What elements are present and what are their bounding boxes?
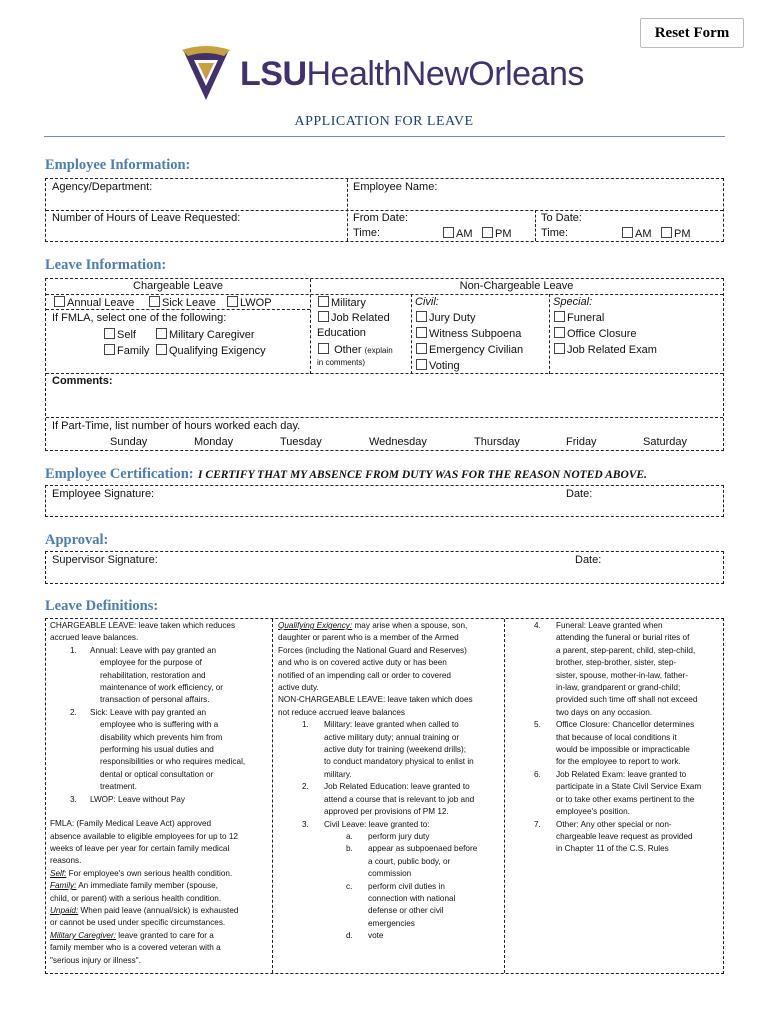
other-explain-note: in comments) (317, 358, 366, 367)
hours-requested-label: Number of Hours of Leave Requested: (52, 212, 241, 224)
certification-statement: I CERTIFY THAT MY ABSENCE FROM DUTY WAS FOR THE REASON NOTED ABOVE. (198, 469, 647, 481)
emergency-civilian-checkbox[interactable]: Emergency Civilian (416, 343, 523, 356)
part-time-label: If Part-Time, list number of hours worked each day. (52, 420, 301, 432)
voting-checkbox[interactable]: Voting (416, 359, 460, 372)
definitions-col-3: 4. Funeral: Leave granted when attending the funeral or burial rites of a parent, step-parent, child, step-child, brother, step-brother, sister, step- sister, spouse, mother-in-law, father- in-law, grandparent or grand-child; provided such time off shall not exceed two days on any occasion. 5. Office Closure: Chancellor determines that because of local conditions it would be impossible or impracticable for the employee to report to work. 6. Job Related Exam: leave granted to participate in a State Civil Service Exam or to take other exams pertinent to the employee's position. 7. Other: Any other special or non- chargeable leave request as provided in Chapter 11 of the C.S. Rules (534, 621, 702, 854)
to-date-label: To Date: (541, 212, 582, 224)
chargeable-header: Chargeable Leave (133, 280, 223, 292)
logo-wordmark: LSUHealthNewOrleans (240, 54, 584, 93)
to-time-label: Time: (541, 227, 569, 239)
lwop-checkbox[interactable]: LWOP (227, 296, 272, 309)
annual-leave-checkbox[interactable]: Annual Leave (54, 296, 134, 309)
title-divider (44, 136, 725, 137)
supervisor-signature-label: Supervisor Signature: (52, 554, 158, 566)
day-saturday: Saturday (643, 436, 688, 448)
comments-field[interactable] (106, 389, 716, 415)
employee-signature-label: Employee Signature: (52, 488, 155, 500)
definitions-heading: Leave Definitions: (45, 598, 159, 614)
fmla-qualifying-exigency-checkbox[interactable]: Qualifying Exigency (156, 344, 266, 357)
comments-label: Comments: (52, 375, 113, 387)
shield-logo-icon (180, 46, 232, 102)
employee-date-label: Date: (566, 488, 593, 500)
to-pm-checkbox[interactable]: PM (661, 227, 691, 240)
employee-signature-box[interactable] (45, 485, 724, 517)
nonchargeable-header: Non-Chargeable Leave (459, 280, 574, 292)
certification-heading: Employee Certification: (45, 466, 194, 482)
employee-name-label: Employee Name: (353, 181, 438, 193)
definitions-box (45, 618, 724, 974)
reset-form-button[interactable]: Reset Form (640, 18, 744, 48)
education-label: Education (317, 327, 366, 339)
definitions-col-1: CHARGEABLE LEAVE: leave taken which reduces accrued leave balances. 1. Annual: Leave with pay granted an employee for the purpose of rehabilitation, restoration and maintenance of work efficiency, or transaction of personal affairs. 2. Sick: Leave with pay granted an employee who is suffering with a disability which prevents him from performing his usual duties and responsibilities or who requires medical, dental or optical consultation or treatment. 3. LWOP: Leave without Pay FMLA: (Family Medical Leave Act) approved absence available to eligible employees for up to 12 weeks of leave per year for certain family medical reasons. Self: For employee's own serious health condition. Family: An immediate family member (spouse, child, or parent) with a serious health condition. Unpaid: When paid leave (annual/sick) is exhausted or cannot be used under specific circumstances. Military Caregiver: leave granted to care for a family member who is a covered veteran with a "serious injury or illness". (50, 621, 246, 965)
fmla-military-caregiver-checkbox[interactable]: Military Caregiver (156, 328, 255, 341)
jury-duty-checkbox[interactable]: Jury Duty (416, 311, 475, 324)
sick-leave-checkbox[interactable]: Sick Leave (149, 296, 216, 309)
military-checkbox[interactable]: Military (318, 296, 366, 309)
civil-label: Civil: (415, 296, 439, 308)
day-tuesday: Tuesday (280, 436, 322, 448)
form-title: APPLICATION FOR LEAVE (294, 114, 474, 129)
employee-info-heading: Employee Information: (45, 157, 191, 173)
definitions-col-2: Qualifying Exigency: may arise when a spouse, son, daughter or parent who is a member of the Armed Forces (including the National Guard and Reserves) and who is on covered active duty or has been notified of an impending call or order to covered active duty. NON-CHARGEABLE LEAVE: leave taken which does not reduce accrued leave balances 1. Military: leave granted when called to active military duty; annual training or active duty for training (weekend drills); to conduct mandatory physical to enlist in military. 2. Job Related Education: leave granted to attend a course that is relevant to job and approved per provisions of PM 12. 3. Civil Leave: leave granted to: a. perform jury duty b. appear as subpoenaed before a court, public body, or commission c. perform civil duties in connection with national defense or other civil emergencies d. vote (278, 621, 478, 941)
funeral-checkbox[interactable]: Funeral (554, 311, 604, 324)
supervisor-date-label: Date: (575, 554, 602, 566)
from-date-label: From Date: (353, 212, 409, 224)
to-am-checkbox[interactable]: AM (622, 227, 652, 240)
day-monday: Monday (194, 436, 234, 448)
employee-info-box (45, 178, 724, 242)
from-pm-checkbox[interactable]: PM (482, 227, 512, 240)
day-wednesday: Wednesday (369, 436, 427, 448)
day-friday: Friday (566, 436, 597, 448)
from-time-label: Time: (353, 227, 381, 239)
other-checkbox[interactable]: Other (explain (318, 343, 393, 356)
day-sunday: Sunday (110, 436, 148, 448)
fmla-prompt: If FMLA, select one of the following: (52, 312, 227, 324)
leave-info-box (45, 278, 724, 451)
agency-label: Agency/Department: (52, 181, 153, 193)
witness-subpoena-checkbox[interactable]: Witness Subpoena (416, 327, 521, 340)
from-am-checkbox[interactable]: AM (443, 227, 473, 240)
office-closure-checkbox[interactable]: Office Closure (554, 327, 637, 340)
certification-heading-row (45, 465, 647, 483)
supervisor-signature-box[interactable] (45, 551, 724, 584)
approval-heading: Approval: (45, 532, 109, 548)
fmla-family-checkbox[interactable]: Family (104, 344, 149, 357)
lsu-health-logo (180, 44, 590, 104)
leave-info-heading: Leave Information: (45, 257, 167, 273)
job-related-exam-checkbox[interactable]: Job Related Exam (554, 343, 657, 356)
fmla-self-checkbox[interactable]: Self (104, 328, 136, 341)
day-thursday: Thursday (474, 436, 520, 448)
special-label: Special: (553, 296, 593, 308)
job-related-education-checkbox[interactable]: Job Related (318, 311, 390, 324)
